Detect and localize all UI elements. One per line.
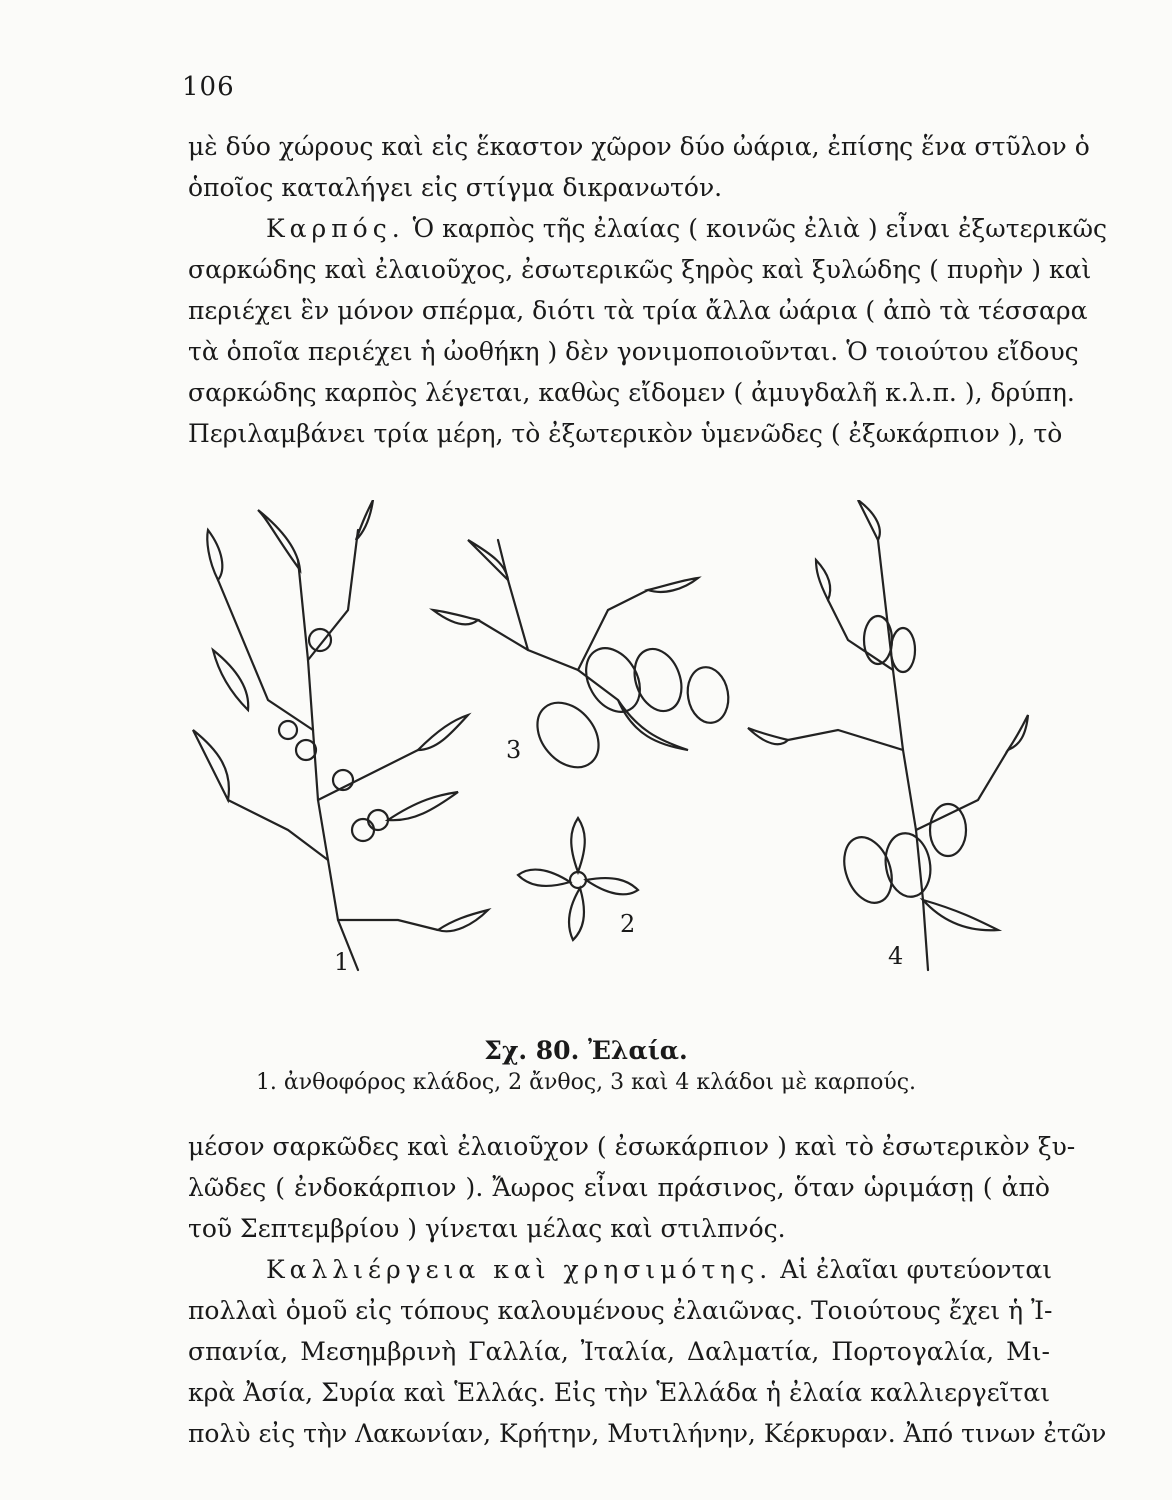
figure-label-4: 4 bbox=[888, 942, 904, 970]
text-line: μέσον σαρκῶδες καὶ ἐλαιοῦχον ( ἐσωκάρπιον ) καὶ τὸ ἐσωτερικὸν ξυ- bbox=[188, 1132, 1076, 1161]
text-line-content: Ὁ καρπὸς τῆς ἐλαίας ( κοινῶς ἐλιὰ ) εἶναι ἐξωτερικῶς bbox=[412, 214, 1107, 243]
fruit-branch-4-drawing bbox=[748, 500, 1028, 970]
olive-illustration bbox=[188, 500, 1050, 1030]
text-line: λῶδες ( ἐνδοκάρπιον ). Ἄωρος εἶναι πράσινος, ὅταν ὡριμάσῃ ( ἀπὸ bbox=[188, 1173, 1050, 1202]
text-line: σαρκώδης καὶ ἐλαιοῦχος, ἐσωτερικῶς ξηρὸς καὶ ξυλώδης ( πυρὴν ) καὶ bbox=[188, 255, 1092, 284]
text-line: πολὺ εἰς τὴν Λακωνίαν, Κρήτην, Μυτιλήνην, Κέρκυραν. Ἀπό τινων ἐτῶν bbox=[188, 1419, 1107, 1448]
text-line: σαρκώδης καρπὸς λέγεται, καθὼς εἴδομεν ( ἀμυγδαλῆ κ.λ.π. ), δρύπη. bbox=[188, 378, 1075, 407]
figure-label-1: 1 bbox=[334, 948, 350, 976]
section-heading-karpos: Καρπός. bbox=[266, 214, 405, 243]
text-line: κρὰ Ἀσία, Συρία καὶ Ἑλλάς. Εἰς τὴν Ἑλλάδα ἡ ἐλαία καλλιεργεῖται bbox=[188, 1378, 1050, 1407]
figure-label-2: 2 bbox=[620, 910, 636, 938]
text-line: τὰ ὁποῖα περιέχει ἡ ὠοθήκη ) δὲν γονιμοποιοῦνται. Ὁ τοιούτου εἴδους bbox=[188, 337, 1079, 366]
text-line bbox=[188, 208, 1107, 249]
text-line: πολλαὶ ὁμοῦ εἰς τόπους καλουμένους ἐλαιῶνας. Τοιούτους ἔχει ἡ Ἰ- bbox=[188, 1296, 1053, 1325]
text-line: τοῦ Σεπτεμβρίου ) γίνεται μέλας καὶ στιλπνός. bbox=[188, 1214, 786, 1243]
text-line: ὁποῖος καταλήγει εἰς στίγμα δικρανωτόν. bbox=[188, 173, 723, 202]
figure-caption-title: Σχ. 80. Ἐλαία. bbox=[484, 1036, 688, 1065]
section-heading-cultivation: Καλλιέργεια καὶ χρησιμότης. bbox=[266, 1255, 773, 1284]
figure-caption-text: 1. ἀνθοφόρος κλάδος, 2 ἄνθος, 3 καὶ 4 κλάδοι μὲ καρπούς. bbox=[255, 1070, 917, 1095]
figure-label-3: 3 bbox=[506, 736, 522, 764]
text-line: μὲ δύο χώρους καὶ εἰς ἕκαστον χῶρον δύο ὠάρια, ἐπίσης ἕνα στῦλον ὁ bbox=[188, 132, 1090, 161]
text-line-content: Αἱ ἐλαῖαι φυτεύονται bbox=[780, 1255, 1053, 1284]
text-line: Περιλαμβάνει τρία μέρη, τὸ ἐξωτερικὸν ὑμενῶδες ( ἐξωκάρπιον ), τὸ bbox=[188, 419, 1063, 448]
text-line: περιέχει ἓν μόνον σπέρμα, διότι τὰ τρία ἄλλα ὠάρια ( ἀπὸ τὰ τέσσαρα bbox=[188, 296, 1088, 325]
text-line: σπανία, Μεσημβρινὴ Γαλλία, Ἰταλία, Δαλματία, Πορτογαλία, Μι- bbox=[188, 1337, 1050, 1366]
olive-figure bbox=[188, 500, 1050, 1030]
bottom-paragraph bbox=[188, 1126, 1107, 1454]
top-paragraph bbox=[188, 126, 1107, 454]
page-number: 106 bbox=[182, 72, 235, 102]
text-line bbox=[188, 1249, 1053, 1290]
flowering-branch-drawing bbox=[193, 500, 488, 970]
fruit-branch-3-drawing bbox=[433, 540, 733, 779]
